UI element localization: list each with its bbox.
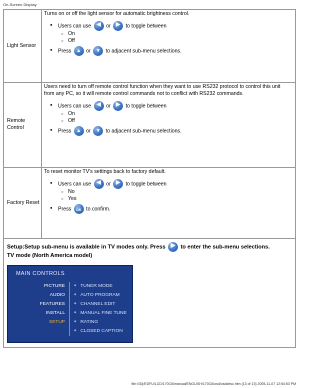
option-item: ○ Yes xyxy=(68,196,292,203)
row-content xyxy=(42,10,296,83)
tv-submenu-item-manual-fine-tune: ◆ MANUAL FINE TUNE xyxy=(74,309,127,318)
bullet-list xyxy=(44,179,292,214)
tv-mode-caption: TV mode (North America model) xyxy=(7,253,93,259)
or-text: or xyxy=(106,181,111,188)
or-text: or xyxy=(86,128,91,135)
setup-section xyxy=(4,239,296,348)
use-suffix: to toggle between xyxy=(125,181,167,188)
left-arrow-button-icon xyxy=(94,21,104,31)
tv-menu-item-picture: PICTURE xyxy=(43,284,65,289)
tv-menu-left-column xyxy=(8,282,68,327)
list-item xyxy=(58,46,292,56)
option-item: ○ On xyxy=(68,111,292,118)
option-list xyxy=(58,31,292,44)
row-content xyxy=(42,168,296,239)
tv-menu-divider xyxy=(69,282,70,336)
up-arrow-button-icon xyxy=(74,46,84,56)
tv-menu-right-column xyxy=(74,282,127,336)
option-item: ○ No xyxy=(68,189,292,196)
tv-menu-item-audio: AUDIO xyxy=(49,293,65,298)
page-footer: file:///D|/EDFU/LCD/170C6/manual/ENGLISH/170C6/osd/osddesc.htm (13 of 13) 2005-11-07 12:54:53 PM xyxy=(131,382,296,386)
option-item: ○ Off xyxy=(68,118,292,125)
row-intro: Users need to turn off remote control function when they want to use RS232 protocol to control this unit from any PC, so it will remote control commands not to conflict with RS232 commands. xyxy=(44,84,281,97)
row-label: Light Sensor xyxy=(4,10,42,83)
option-list xyxy=(58,189,292,202)
tv-submenu-item-auto-program: ◆ AUTO PROGRAM xyxy=(74,291,127,300)
bullet-list xyxy=(44,21,292,56)
list-item xyxy=(58,179,292,202)
tv-submenu-item-rating: ◆ RATING xyxy=(74,318,127,327)
tv-menu-title: MAIN CONTROLS xyxy=(16,271,65,277)
use-prefix: Users can use xyxy=(58,23,92,30)
press-prefix: Press xyxy=(58,128,72,135)
press-prefix: Press xyxy=(58,48,72,55)
left-arrow-button-icon xyxy=(94,101,104,111)
list-item xyxy=(58,204,292,214)
press-suffix: to confirm. xyxy=(86,206,111,213)
press-suffix: to adjacent sub-menu selections. xyxy=(105,48,182,55)
row-intro: To reset monitor TV's settings back to factory default. xyxy=(44,169,166,175)
table-row xyxy=(4,83,296,168)
row-intro: Turns on or off the light sensor for automatic brightness control. xyxy=(44,11,190,17)
settings-table xyxy=(3,9,296,348)
right-arrow-button-icon xyxy=(168,242,178,252)
option-item: ○ On xyxy=(68,31,292,38)
right-arrow-button-icon xyxy=(113,101,123,111)
use-suffix: to toggle between xyxy=(125,103,167,110)
list-item xyxy=(58,101,292,124)
tv-menu-screenshot xyxy=(7,265,133,343)
tv-submenu-item-channel-edit: ◆ CHANNEL EDIT xyxy=(74,300,127,309)
left-arrow-button-icon xyxy=(94,179,104,189)
right-arrow-button-icon xyxy=(113,179,123,189)
list-item xyxy=(58,21,292,44)
table-row xyxy=(4,239,296,348)
tv-menu-item-setup: SETUP xyxy=(49,320,65,325)
press-suffix: to adjacent sub-menu selections. xyxy=(105,128,182,135)
down-arrow-button-icon xyxy=(93,46,103,56)
right-arrow-button-icon xyxy=(113,21,123,31)
row-content xyxy=(42,83,296,168)
use-prefix: Users can use xyxy=(58,103,92,110)
ok-button-icon xyxy=(74,204,84,214)
use-suffix: to toggle between xyxy=(125,23,167,30)
tv-submenu-item-closed-caption: ◆ CLOSED CAPTION xyxy=(74,327,127,336)
or-text: or xyxy=(106,103,111,110)
tv-menu-item-features: FEATURES xyxy=(39,302,65,307)
down-arrow-button-icon xyxy=(93,126,103,136)
press-prefix: Press xyxy=(58,206,72,213)
list-item xyxy=(58,126,292,136)
page-header: On-Screen Display xyxy=(3,2,37,7)
use-prefix: Users can use xyxy=(58,181,92,188)
up-arrow-button-icon xyxy=(74,126,84,136)
table-row xyxy=(4,168,296,239)
table-row xyxy=(4,10,296,83)
row-label: Remote Control xyxy=(4,83,42,168)
row-label: Factory Reset xyxy=(4,168,42,239)
bullet-list xyxy=(44,101,292,136)
setup-text-prefix: Setup:Setup sub-menu is available in TV modes only. Press xyxy=(7,244,166,251)
or-text: or xyxy=(86,48,91,55)
setup-text-suffix: to enter the sub-menu selections. xyxy=(180,244,270,251)
or-text: or xyxy=(106,23,111,30)
option-list xyxy=(58,111,292,124)
option-item: ○ Off xyxy=(68,38,292,45)
tv-menu-item-install: INSTALL xyxy=(45,311,65,316)
tv-submenu-item-tuner-mode: ◆ TUNER MODE xyxy=(74,282,127,291)
setup-description xyxy=(7,242,292,252)
